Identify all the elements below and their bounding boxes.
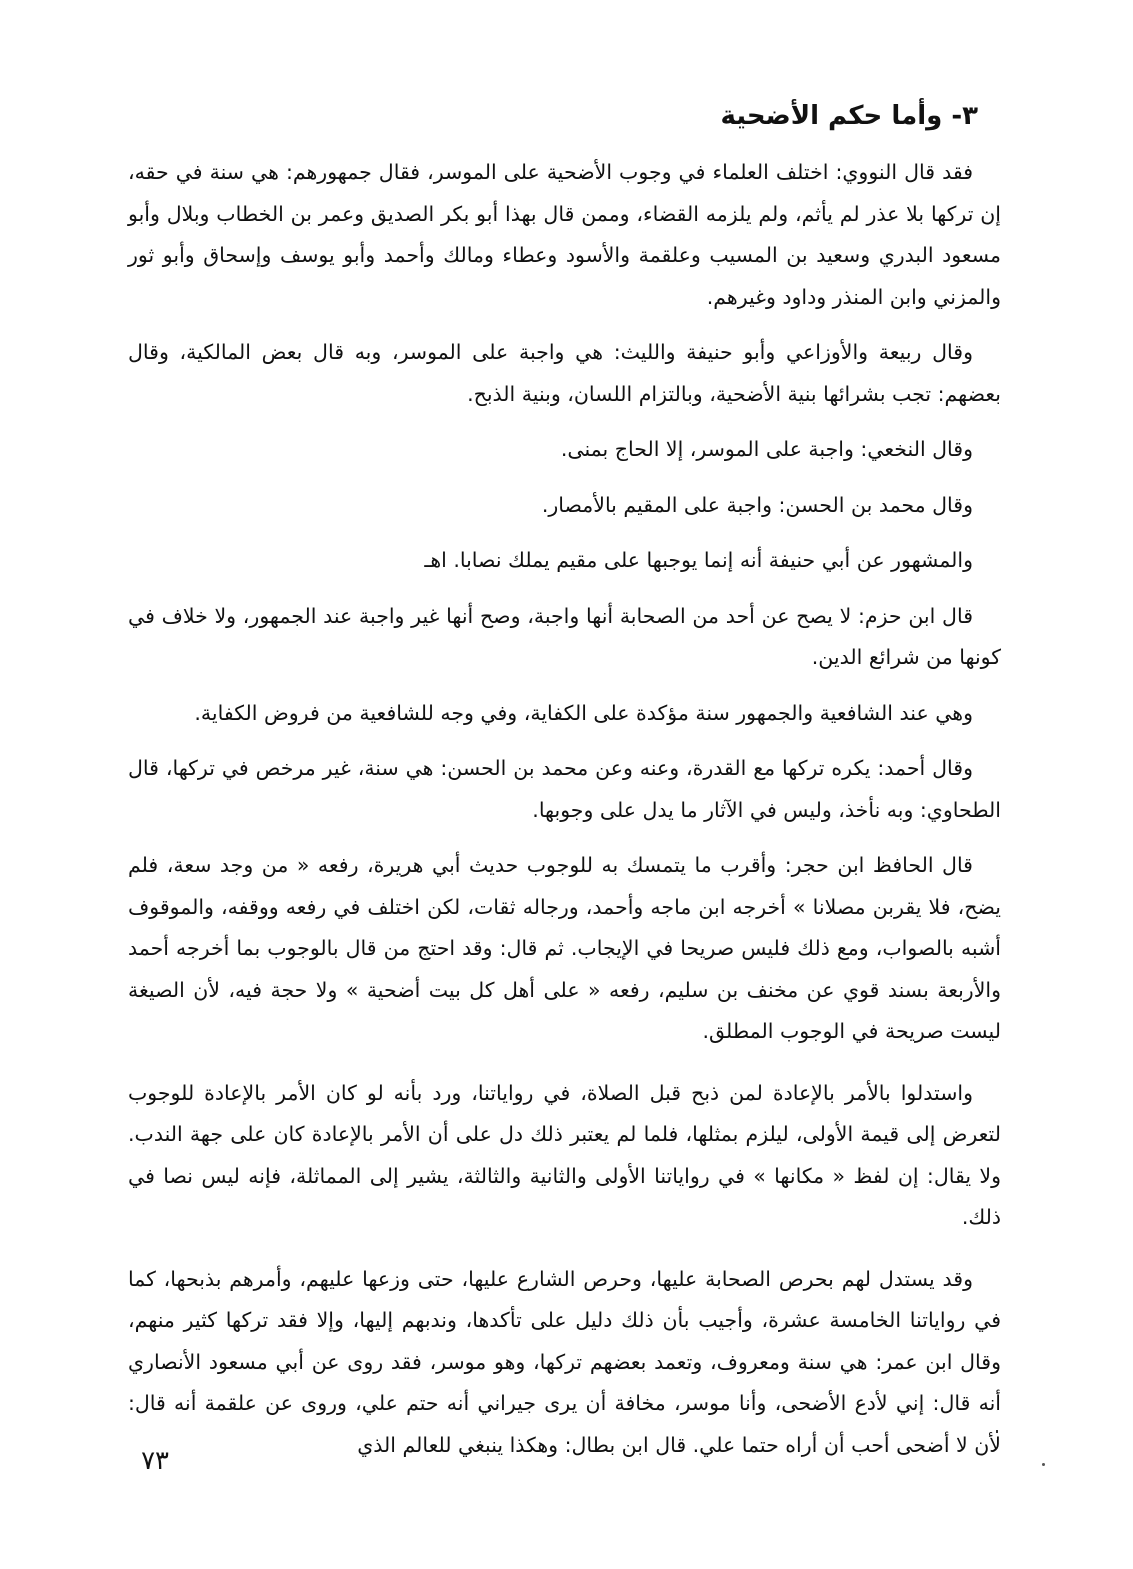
paragraph-nakhai: وقال النخعي: واجبة على الموسر، إلا الحاج بمنى.: [560, 437, 973, 461]
page-number: ٧٣: [141, 1446, 169, 1476]
paragraph-shafiiyya: وهي عند الشافعية والجمهور سنة مؤكدة على الكفاية، وفي وجه للشافعية من فروض الكفاية.: [194, 700, 973, 725]
paragraph-muhammad-ibn-hasan: وقال محمد بن الحسن: واجبة على المقيم بالأمصار.: [541, 492, 973, 517]
paragraph-sahaba: وقد يستدل لهم بحرص الصحابة عليها، وحرص الشارع عليها، حتى وزعها عليهم، وأمرهم بذبحها، كما في رواياتنا الخامسة عشرة، وأجيب بأن ذلك دليل على تأكدها، وندبهم إليها، وإلا فقد تركها كثير منهم، وقال ابن عمر: هي سنة ومعروف، وتعمد بعضهم تركها، وهو موسر، فقد روى عن أبي مسعود الأنصاري أنه قال: إني لأدع الأضحى، وأنا موسر، مخافة أن يرى جيراني أنه حتم علي، وروى عن علقمة أنه قال: لأن لا أضحى أحب أن أراه حتما علي. قال ابن بطال: وهكذا ينبغي للعالم الذي: [128, 1266, 1001, 1457]
ink-mark: [996, 1430, 998, 1433]
section-heading: ٣- وأما حكم الأضحية: [720, 101, 978, 131]
paragraph-abu-hanifa: والمشهور عن أبي حنيفة أنه إنما يوجبها على مقيم يملك نصابا. اهـ: [424, 548, 973, 572]
body-text: [128, 152, 1001, 1480]
paragraph-istidlal: واستدلوا بالأمر بالإعادة لمن ذبح قبل الصلاة، في رواياتنا، ورد بأنه لو كان الأمر بالإعادة للوجوب لتعرض إلى قيمة الأولى، ليلزم بمثلها، فلما لم يعتبر ذلك دل على أن الأمر بالإعادة كان على جهة الندب. ولا يقال: إن لفظ « مكانها » في رواياتنا الأولى والثانية والثالثة، يشير إلى المماثلة، فإنه ليس نصا في ذلك.: [128, 1080, 1001, 1229]
paragraph-ibn-hajar: قال الحافظ ابن حجر: وأقرب ما يتمسك به للوجوب حديث أبي هريرة، رفعه « من وجد سعة، فلم يضح، فلا يقربن مصلانا » أخرجه ابن ماجه وأحمد، ورجاله ثقات، لكن اختلف في رفعه ووقفه، والموقوف أشبه بالصواب، ومع ذلك فليس صريحا في الإيجاب. ثم قال: وقد احتج من قال بالوجوب بما أخرجه أحمد والأربعة بسند قوي عن مخنف بن سليم، رفعه « على أهل كل بيت أضحية » ولا حجة فيه، لأن الصيغة ليست صريحة في الوجوب المطلق.: [128, 853, 1001, 1043]
paragraph-ibn-hazm: قال ابن حزم: لا يصح عن أحد من الصحابة أنها واجبة، وصح أنها غير واجبة عند الجمهور، ولا خلاف في كونها من شرائع الدين.: [128, 603, 1001, 669]
paragraph-nawawi: فقد قال النووي: اختلف العلماء في وجوب الأضحية على الموسر، فقال جمهورهم: هي سنة في حقه، إن تركها بلا عذر لم يأثم، ولم يلزمه القضاء، وممن قال بهذا أبو بكر الصديق وعمر بن الخطاب وبلال وأبو مسعود البدري وسعيد بن المسيب وعلقمة والأسود وعطاء ومالك وأحمد وأبو يوسف وإسحاق وأبو ثور والمزني وابن المنذر وداود وغيرهم.: [128, 160, 1001, 309]
scan-speck: [1042, 1463, 1045, 1466]
paragraph-rabia: وقال ربيعة والأوزاعي وأبو حنيفة والليث: هي واجبة على الموسر، وبه قال بعض المالكية، وقال بعضهم: تجب بشرائها بنية الأضحية، وبالتزام اللسان، وبنية الذبح.: [128, 340, 1001, 406]
paragraph-ahmad: وقال أحمد: يكره تركها مع القدرة، وعنه وعن محمد بن الحسن: هي سنة، غير مرخص في تركها، قال الطحاوي: وبه نأخذ، وليس في الآثار ما يدل على وجوبها.: [128, 756, 1001, 822]
